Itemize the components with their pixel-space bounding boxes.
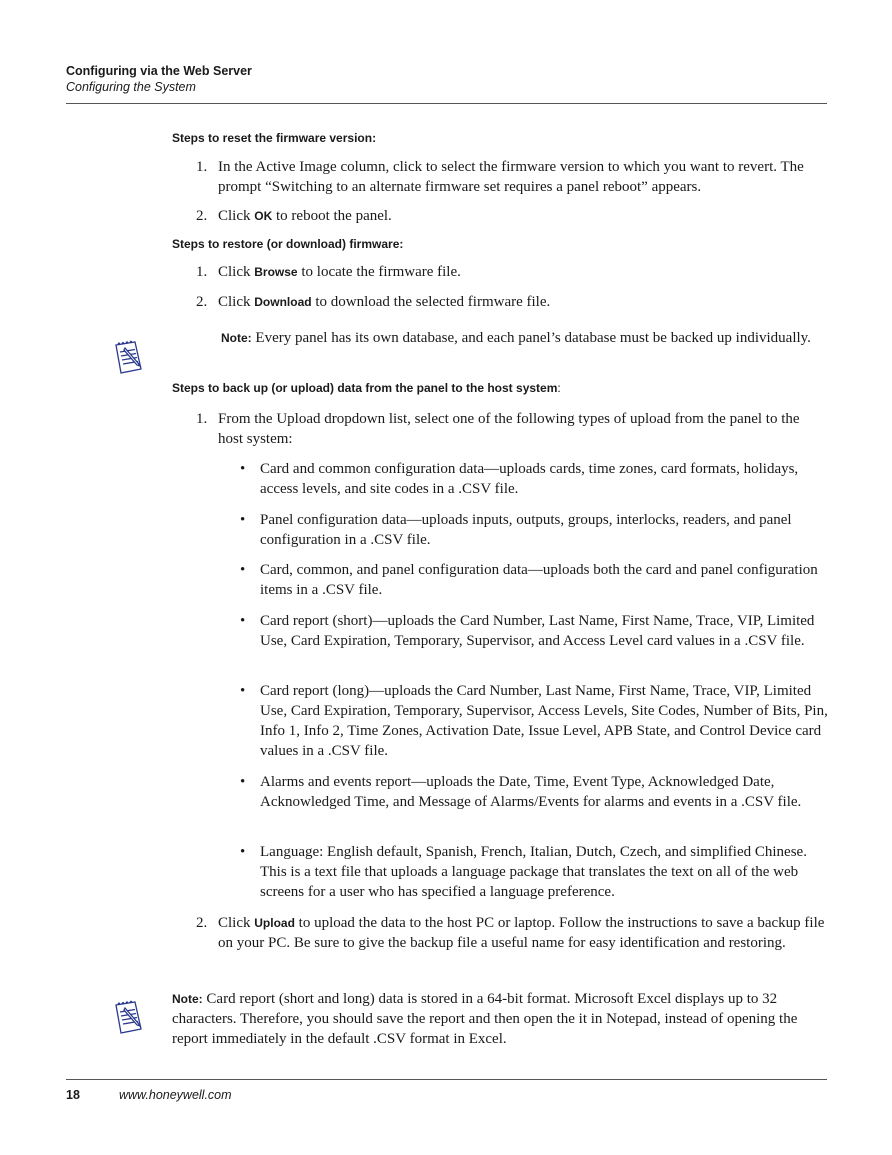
page-header — [66, 63, 827, 95]
reset-step-2 — [196, 206, 828, 226]
reset-heading: Steps to reset the firmware version: — [172, 131, 377, 145]
notepad-pencil-icon — [111, 339, 145, 377]
bullet-text: Card report (long)—uploads the Card Number, Last Name, First Name, Trace, VIP, Limited Use, Card Expiration, Temporary, Supervisor, Access Levels, Site Codes, Number of Bits, Pin, Info 1, Info 2, Time Zones, Activation Date, Issue Level, APB State, and Control Device card values in a .CSV file. — [260, 683, 828, 759]
backup-heading-text: Steps to back up (or upload) data from the panel to the host system — [172, 381, 558, 395]
bullet-text: Card and common configuration data—uploads cards, time zones, card formats, holidays, access levels, and site codes in a .CSV file. — [260, 461, 799, 497]
step-number: 1. — [196, 411, 208, 427]
step-text: From the Upload dropdown list, select one of the following types of upload from the panel to the host system: — [218, 411, 800, 447]
step-text — [218, 206, 828, 226]
header-rule — [66, 103, 827, 104]
bullet-dot: • — [240, 562, 246, 578]
step-text-post: to upload the data to the host PC or laptop. Follow the instructions to save a backup file on your PC. Be sure to give the backup file a useful name for easy identification and restoring. — [218, 915, 825, 951]
bullet-text: Alarms and events report—uploads the Date, Time, Event Type, Acknowledged Date, Acknowledged Time, and Message of Alarms/Events for alarms and events in a .CSV file. — [260, 774, 802, 810]
ui-term-browse: Browse — [254, 265, 298, 279]
step-text: In the Active Image column, click to select the firmware version to which you want to revert. The prompt “Switching to an alternate firmware set requires a panel reboot” appears. — [218, 159, 804, 195]
ui-term-download: Download — [254, 295, 312, 309]
restore-step-2 — [196, 292, 828, 312]
restore-heading: Steps to restore (or download) firmware: — [172, 237, 404, 251]
bullet-item — [240, 510, 828, 550]
bullet-text: Panel configuration data—uploads inputs, outputs, groups, interlocks, readers, and panel configuration in a .CSV file. — [260, 512, 792, 548]
bullet-text: Card report (short)—uploads the Card Number, Last Name, First Name, Trace, VIP, Limited Use, Card Expiration, Temporary, Supervisor, and Access Level card values in a .CSV file. — [260, 613, 815, 649]
bullet-text: Language: English default, Spanish, French, Italian, Dutch, Czech, and simplified Chinese. This is a text file that uploads a language package that translates the text on all of the web screens for a user who has specified a language preference. — [260, 844, 807, 900]
section-title: Configuring the System — [66, 80, 196, 94]
footer-rule — [66, 1079, 827, 1080]
note-database — [221, 328, 821, 348]
page-number: 18 — [66, 1088, 80, 1102]
step-text-post: to download the selected firmware file. — [311, 294, 551, 310]
step-text-post: to locate the firmware file. — [297, 264, 461, 280]
bullet-dot: • — [240, 774, 246, 790]
ui-term-ok: OK — [254, 209, 273, 223]
step-number: 2. — [196, 915, 208, 931]
backup-step-2 — [196, 913, 828, 953]
note-card-report — [172, 989, 828, 1049]
step-text-pre: Click — [218, 915, 255, 931]
step-number: 1. — [196, 264, 208, 280]
bullet-dot: • — [240, 613, 246, 629]
step-number: 1. — [196, 159, 208, 175]
bullet-text: Card, common, and panel configuration data—uploads both the card and panel configuration items in a .CSV file. — [260, 562, 818, 598]
backup-heading — [172, 380, 561, 396]
step-text-post: to reboot the panel. — [272, 208, 392, 224]
restore-step-1 — [196, 262, 828, 282]
bullet-dot: • — [240, 512, 246, 528]
bullet-item — [240, 459, 828, 499]
bullet-dot: • — [240, 683, 246, 699]
step-number: 2. — [196, 208, 208, 224]
note-label: Note: — [221, 331, 252, 345]
note-text: Card report (short and long) data is stored in a 64-bit format. Microsoft Excel displays up to 32 characters. Therefore, you should save the report and then open the it in Notepad, instead of opening the report immediately in the default .CSV format in Excel. — [172, 991, 798, 1047]
step-text-pre: Click — [218, 264, 255, 280]
note-text: Every panel has its own database, and each panel’s database must be backed up individually. — [251, 330, 811, 346]
footer-url: www.honeywell.com — [119, 1088, 232, 1102]
note-label: Note: — [172, 992, 203, 1006]
notepad-pencil-icon — [111, 999, 145, 1037]
bullet-item — [240, 560, 828, 600]
bullet-item — [240, 611, 828, 651]
bullet-item — [240, 772, 828, 812]
backup-heading-colon: : — [557, 381, 561, 395]
chapter-title: Configuring via the Web Server — [66, 64, 252, 78]
backup-step-1 — [196, 409, 828, 449]
step-number: 2. — [196, 294, 208, 310]
step-text — [218, 292, 828, 312]
step-text-pre: Click — [218, 208, 255, 224]
step-text — [218, 262, 828, 282]
bullet-dot: • — [240, 844, 246, 860]
bullet-item — [240, 842, 828, 902]
bullet-item — [240, 681, 828, 761]
ui-term-upload: Upload — [254, 916, 295, 930]
reset-step-1 — [196, 157, 828, 197]
step-text-pre: Click — [218, 294, 255, 310]
step-text — [218, 913, 828, 953]
bullet-dot: • — [240, 461, 246, 477]
